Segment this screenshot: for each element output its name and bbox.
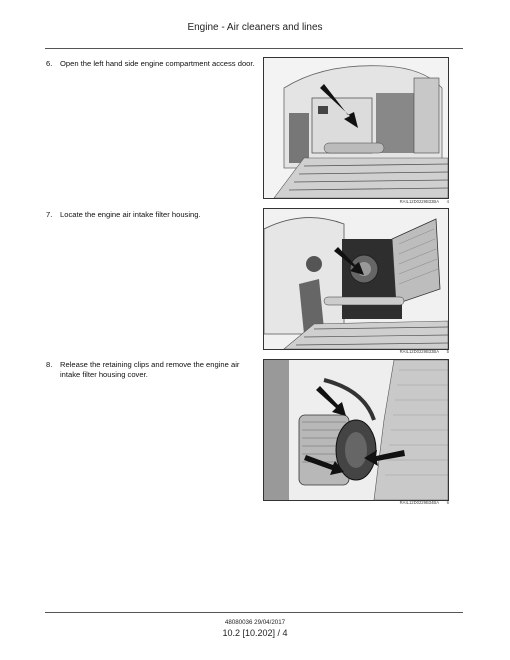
footer-document-number: 48080036 29/04/2017	[224, 619, 286, 626]
page-header-title: Engine - Air cleaners and lines	[187, 22, 323, 33]
footer-page-number: 10.2 [10.202] / 4	[222, 628, 288, 638]
figure-number: 5	[446, 349, 449, 354]
step-number: 8.	[46, 360, 53, 369]
figure-number: 4	[446, 199, 449, 204]
figure-number: 6	[446, 500, 449, 505]
footer-divider	[45, 612, 463, 613]
figure-6-image	[263, 359, 449, 501]
figure-code: RAIL12D0229B33BA	[399, 349, 439, 354]
instruction-step-8	[46, 360, 256, 380]
step-text: Release the retaining clips and remove the engine air intake filter housing cover.	[60, 360, 240, 379]
header-divider	[45, 48, 463, 49]
figure-code: RAIL12D0229B34BA	[399, 500, 439, 505]
instruction-step-7	[46, 210, 256, 220]
step-text: Locate the engine air intake filter housing.	[60, 210, 201, 219]
figure-5-image	[263, 208, 449, 350]
figure-code: RAIL12D0229B33BA	[399, 199, 439, 204]
step-text: Open the left hand side engine compartment access door.	[60, 59, 255, 68]
instruction-step-6	[46, 59, 256, 69]
step-number: 6.	[46, 59, 53, 68]
step-number: 7.	[46, 210, 53, 219]
figure-4-image	[263, 57, 449, 199]
